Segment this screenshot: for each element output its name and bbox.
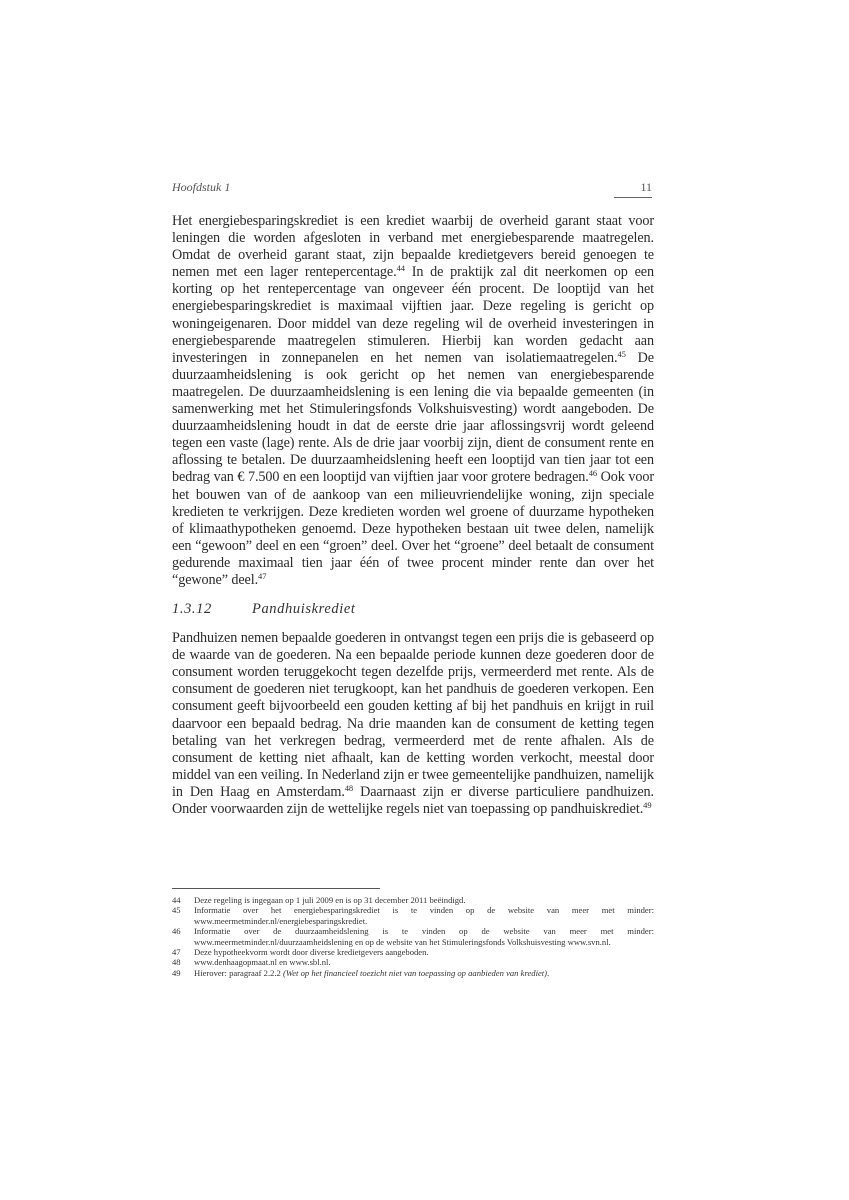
- footnote-ref-47[interactable]: 47: [258, 570, 267, 581]
- footnote-ref-48[interactable]: 48: [344, 782, 354, 793]
- footnotes: [172, 895, 654, 978]
- text-run: Daarnaast zijn er diverse particuliere pandhuizen. Onder voorwaarden zijn de wettelijke regels niet van toepassing op pandhuiskrediet.: [172, 783, 654, 817]
- text-run: Het energiebesparingskrediet is een krediet waarbij de overheid garant staat voor leningen die worden afgesloten in verband met energiebesparende maatregelen. Omdat de overheid garant staat, zijn bepaalde kredietgevers bereid genoegen te nemen met een lager rentepercentage.: [172, 213, 654, 281]
- section-title: Pandhuiskrediet: [252, 601, 356, 618]
- footnote-number: 47: [172, 947, 181, 958]
- footnote-number: 49: [172, 967, 181, 978]
- footnote-text: Informatie over het energiebesparingskrediet is te vinden op de website van meer met minder: www.meermetminder.nl/energiebesparingskrediet.: [194, 905, 654, 926]
- page-number: 11: [640, 180, 652, 194]
- footnote-ref-44[interactable]: 44: [396, 263, 405, 274]
- footnote-number: 44: [172, 895, 181, 905]
- section-heading: [172, 601, 654, 618]
- footnote-44: [172, 895, 654, 905]
- text-run: Pandhuizen nemen bepaalde goederen in ontvangst tegen een prijs die is gebaseerd op de waarde van de goederen. Na een bepaalde periode kunnen deze goederen door de consument worden teruggekocht tegen dezelfde prijs, vermeerderd met rente. Als de consument de goederen niet terugkoopt, kan het pandhuis de goederen verkopen. Een consument geeft bijvoorbeeld een gouden ketting af bij het pandhuis en krijgt in ruil daarvoor een bepaald bedrag. Na drie maanden kan de consument de ketting tegen betaling van het verkregen bedrag, vermeerderd met de rente afhalen. Als de consument de ketting niet afhaalt, kan de ketting worden verkocht, meestal door middel van een veiling. In Nederland zijn er twee gemeentelijke pandhuizen, namelijk in Den Haag en Amsterdam.: [172, 630, 654, 800]
- footnote-ref-45[interactable]: 45: [617, 348, 626, 359]
- section-number: 1.3.12: [172, 601, 212, 618]
- footnote-number: 48: [172, 957, 181, 968]
- paragraph-energiebesparingskrediet: [172, 213, 654, 589]
- footnote-ref-49[interactable]: 49: [643, 800, 652, 810]
- text-run: In de praktijk zal dit neerkomen op een korting op het rentepercentage van ongeveer één procent. De looptijd van het energiebesparingskrediet is maximaal vijftien jaar. Deze regeling is gericht op woningeigenaren. Door middel van deze regeling wil de overheid investeringen in energiebesparende maatregelen stimuleren. Hierbij kan worden gedacht aan investeringen in zonnepanelen en het nemen van isolatiemaatregelen.: [172, 264, 654, 366]
- footnote-text: Deze regeling is ingegaan op 1 juli 2009 en is op 31 december 2011 beëindigd.: [194, 895, 466, 905]
- footnote-number: 45: [172, 905, 181, 916]
- footnote-48: [172, 957, 654, 967]
- text-run: De duurzaamheidslening is ook gericht op het nemen van energiebesparende maatregelen. De duurzaamheidslening is een lening die via bepaalde gemeenten (in samenwerking met het Stimuleringsfonds Volkshuisvesting) wordt aangeboden. De duurzaamheidslening houdt in dat de eerste drie jaar aflossingsvrij wordt geleend tegen een vaste (lage) rente. Als de drie jaar voorbij zijn, dient de consument rente en aflossing te betalen. De duurzaamheidslening heeft een looptijd van tien jaar tot een bedrag van € 7.500 en een looptijd van vijftien jaar voor grotere bedragen.: [172, 349, 655, 486]
- footnote-47: [172, 947, 654, 957]
- footnote-number: 46: [172, 926, 181, 937]
- paragraph-pandhuiskrediet: [172, 630, 654, 818]
- running-header: [172, 180, 652, 202]
- footnote-text-run: .: [547, 967, 550, 978]
- text-run: Ook voor het bouwen van of de aankoop van een milieuvriendelijke woning, zijn speciale kredieten te verkrijgen. Deze kredieten worden wel groene of duurzame hypotheken of klimaathypotheken genoemd. Deze hypotheken bestaan uit twee delen, namelijk een “gewoon” deel en een “groen” deel. Over het “groene” deel betaalt de consument gedurende maximaal tien jaar één of twee procent minder rente dan over het “gewone” deel.: [172, 469, 654, 588]
- footnote-text: Informatie over de duurzaamheidslening is te vinden op de website van meer met minder: www.meermetminder.nl/duurzaamheidslening en op de website van het Stimuleringsfonds Volkshuisvesting www.svn.nl.: [194, 926, 654, 947]
- footnote-text: www.denhaagopmaat.nl en www.sbl.nl.: [194, 957, 331, 968]
- footnote-text: Deze hypotheekvorm wordt door diverse kredietgevers aangeboden.: [194, 947, 429, 958]
- header-rule: [614, 197, 652, 198]
- footnote-separator: [172, 888, 380, 889]
- footnote-46: [172, 926, 654, 947]
- footnote-ref-46[interactable]: 46: [588, 468, 598, 479]
- footnote-49: [172, 968, 654, 978]
- footnote-text-run: Hierover: paragraaf 2.2.2: [194, 967, 283, 978]
- chapter-title: Hoofdstuk 1: [172, 180, 231, 194]
- footnote-law-title: (Wet op het financieel toezicht niet van toepassing op aanbieden van krediet): [283, 967, 548, 978]
- body-text: [172, 213, 654, 818]
- footnote-text: [194, 968, 654, 978]
- footnote-45: [172, 905, 654, 926]
